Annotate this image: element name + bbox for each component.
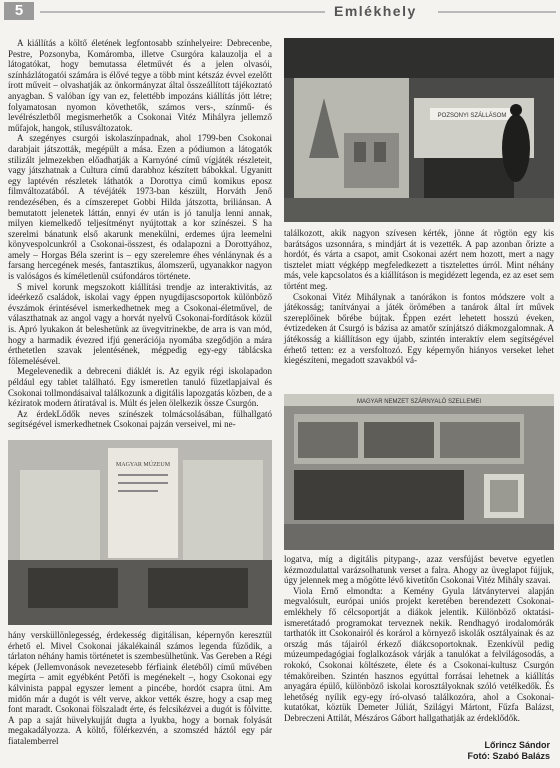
photo-wall-display (284, 394, 554, 550)
photo-wall-display-image (284, 394, 554, 550)
paragraph-tablet: Megelevenedik a debreceni diáklét is. Az egyik régi iskolapadon például egy tablet található. Egy ismeretlen tanuló füzetlapjaival és Csokonai tollmondásaival találkozunk a digitális lapozgatás közben, de a kéziratok modern átiratával is. Múlt és jelen ölelkezik össze Csurgón. (8, 366, 272, 409)
photo-sign-text: POZSONYI SZÁLLÁSOM (437, 113, 507, 119)
page-header (0, 0, 560, 22)
photo-wall-banner-text: MAGYAR NEMZET SZÁRNYALÓ SZELLEMEI (356, 399, 482, 405)
paragraph-erdekes-start: Az érdekLődők neves színészek tolmácsolásában, fülhallgató segítségével ismerkedhetnek Csokonai pajzán verseivel, mi ne- (8, 408, 272, 430)
page-number: 5 (4, 2, 34, 20)
author-name: Lőrincz Sándor (484, 740, 550, 750)
photo-exhibition-hall (284, 38, 554, 222)
paragraph-right-2: Csokonai Vitéz Mihálynak a tanórákon is fontos módszere volt a játékosság; tanítványai a játék örömében a tanárok által írt művek szereplőinek bőrébe bújtak. Éppen ezért lehetett hosszú éveken, évtizedeken át Csurgó is bázisa az amatőr színjátszó diákmozgalomnak. A játékosság a kiállításon egy újabb, szintén interaktív elem segítségével érhető tetten: ez a versfoltozó. Egy képernyőn hiányos verseket lehet kiegészíteni, megadott szavakból vá- (284, 291, 554, 366)
photo-book-title-text: MAGYAR MÚZEUM (115, 462, 171, 468)
header-rule-left (40, 11, 325, 13)
photo-manuscripts-image (8, 440, 272, 625)
photo-exhibition-hall-image (284, 38, 554, 222)
header-rule-right (438, 11, 556, 13)
photo-manuscripts (8, 440, 272, 625)
paragraph-right-4: Viola Ernő elmondta: a Kemény Gyula látványtervei alapján megvalósult, európai uniós projekt keretében berendezett Csokonai-emlékhely fő célcsoportját a diákok jelentik. Különböző oktatási-ismeretátadó programokat terveznek nekik. Rendhagyó irodalomórák tarthatók itt Csokonairól és korárol a környező iskolák osztályainak és az ország más tájairól érkező diákcsoportoknak. Ezenkívül pedig múzeumpedagógiai foglalkozások várják a tanulókat a felvilágosodás, a rokokó, Csokonai költészete, élete és a Csokonai-kultusz Csurgón témaköreiben. Szintén hasznos egyúttal forrásai lehetnek a kiállítás anyagára épülő, különböző iskolai korosztályoknak szóló vetélkedők. És lehetőség nyílik egy-egy író-olvasó találkozóra, ahol a Csokonai-kutatókat, köztük Demeter Júliát, Szilágyi Mártont, Fűzfa Balázst, Debreczeni Attilát, Mészáros Gábort hallgathatják az érdeklődők. (284, 585, 554, 723)
photo-credit: Fotó: Szabó Balázs (467, 751, 550, 761)
right-column-text-lower (284, 554, 554, 724)
paragraph-interactive: S mivel korunk megszokott kiállítási trendje az interaktivitás, az ideérkező családok, iskolai vagy éppen nyugdíjascsoportok különböző évszámok érintésével ismerkedhetnek meg a Csokonai-életművel, de választhatnak az angol vagy a horvát nyelvű Csokonai-fordítások közül is. Apró lyukakon át beleshetünk az üvegvitrinekbe, de arra is van mód, hogy a harmadik évezred ifjú generációja nyomába szegődjön a mára érthetetlen szavak jelentésének, mégpedig egy-egy táblácska fölemelésével. (8, 281, 272, 366)
paragraph-intro: A kiállítás a költő életének legfontosabb színhelyeire: Debrecenbe, Pestre, Pozsonyba, Komáromba, illetve Csurgóra kalauzolja el a látogatókat, hogy bemutassa életművét és a jelen olvasói, színházlátogatói számára is élővé tegye a több mint kétszáz évvel ezelőtt írott műveit – olvashatják az önkormányzat által összeállított tájékoztató anyagban. S valóban így van ez, felettébb impozáns kiállítás jött létre; folyamatosan nyomon követhetők, számos vers-, színmű- és levélrészletből megismerhetők a Csokonai Vitéz Mihályra jellemző műfajok, hangok, stílusváltozatok. (8, 38, 272, 133)
paragraph-bottom-left: hány versküllönlegesség, érdekesség digitálisan, képernyőn keresztül érhető el. Mivel Csokonai jákalékainál számos legenda fűződik, a tárlaton néhány hamis történetet is szembesülhetünk. Vas Gereben a Régi képek (Jellemvonások nevezetesebb férfiaink életéből) című művében megírta – amit egyébként Petőfi is megénekelt –, hogy Csokonai egy kálvinista pappal egyszer lement a pincébe, hordót csapra ütni. Am midőn már a dugót is vélt verve, akkor vették észre, hogy a csap meg font maradt. Csokonai fölszaladt érte, és felcsikézvei a dugót is fölvitte. A pap a saját hüvelykujját dugta a lyukba, hogy a bornak folyását megakadályozza. A költő, fölérkezvén, a szomszéd háztól egy pár fiatalemberrel (8, 630, 272, 746)
left-column-text (8, 38, 272, 430)
paragraph-right-1: találkozott, akik nagyon szívesen kérték, jönne át rögtön egy kis barátságos uzsonnára, s mindjárt át is vezették. A pap azonban őrizte a hordót, és várta a csapot, amit Csokonai azért nem hozott, mert a nagy tisztelet miatt végképp megfeledkezett a tisztelettes úrról. Mint néhány más, vele kapcsolatos és a kiállításon is megidézett legenda, ez az eset sem történt meg. (284, 228, 554, 291)
right-column-text-upper (284, 228, 554, 366)
section-title: Emlékhely (334, 3, 417, 19)
paragraph-students: A szegényes csurgói iskolaszínpadnak, ahol 1799-ben Csokonai darabjait játszották, megépült a mása. Ezen a pódiumon a látogatók stilizált jelmezekben előadhatják a Karnyóné című vígjáték részleteit, vagy játszhatnak a Cultura című darabhoz készített bábokkal. Ugyanitt egy laptévén részletek láthatók a Dorottya című komikus eposz filmváltozatából. A tévéjáték 1973-ban készült, Horváth Jenő rendezésében, és a címszerepet Gobbi Hilda játszotta, briliánsan. A bemutatott jelenetek láttán, ennyi év után is jó tanulja lenni annak, milyen kiemelkedő teljesítményt nyújtottak a kor színészei. S ha szerelmi bánatunk első akarunk menekülni, erdemes újra leemelni könyvespolcunkról a Csokonai-összest, és odalapozni a Dorottyához, amely – Horgas Béla szerint is – egy szerelemre éhes vénlánynak és a farsang hercegének mesés, fantasztikus, álomszerű, ugyanakkor nagyon is valóságos és kíméletlenül csúfondáros története. (8, 133, 272, 282)
paragraph-right-3: logatva, míg a digitális pitypang-, azaz versfújást bevetve egyetlen kézmozdulattal varázsolhatunk verset a falra. Ahogy az üveglapot fújjuk, úgy jelennek meg a mögötte lévő kivetítőn Csokonai Vitéz Mihály szavai. (284, 554, 554, 586)
left-column-text-lower (8, 630, 272, 747)
byline (467, 740, 550, 762)
